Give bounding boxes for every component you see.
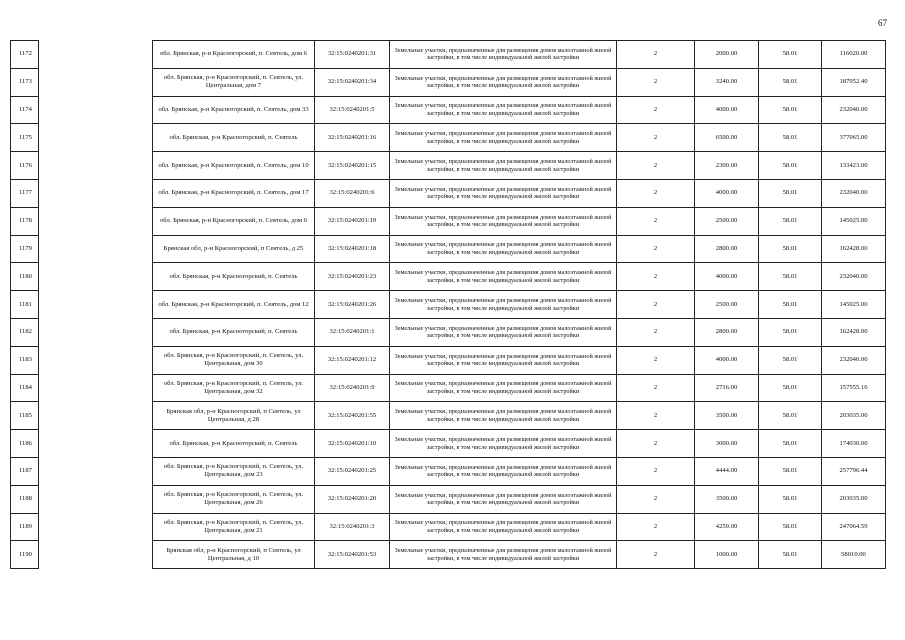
category-cell: 2 (617, 96, 695, 124)
land-use-cell: Земельные участки, предназначенные для размещения домов малоэтажной жилой застройки, в том числе индивидуальной жилой застройки (390, 41, 617, 69)
area-cell: 4000.00 (695, 263, 759, 291)
spacer-cell (39, 152, 153, 180)
spacer-cell (39, 68, 153, 96)
area-cell: 3000.00 (695, 430, 759, 458)
cadastral-value-cell: 162428.00 (822, 318, 886, 346)
spacer-cell (39, 41, 153, 69)
category-cell: 2 (617, 263, 695, 291)
rate-cell: 58.01 (759, 402, 822, 430)
rate-cell: 58.01 (759, 513, 822, 541)
category-cell: 2 (617, 41, 695, 69)
table-row (11, 541, 886, 569)
table-row (11, 179, 886, 207)
rate-cell: 58.01 (759, 374, 822, 402)
spacer-cell (39, 318, 153, 346)
cadastral-value-cell: 232040.00 (822, 179, 886, 207)
table-row (11, 485, 886, 513)
table-row (11, 374, 886, 402)
land-use-cell: Земельные участки, предназначенные для размещения домов малоэтажной жилой застройки, в том числе индивидуальной жилой застройки (390, 374, 617, 402)
area-cell: 4000.00 (695, 179, 759, 207)
address-cell: обл. Брянская, р-н Красногорский, п. Сеятель, дом 6 (153, 41, 315, 69)
land-use-cell: Земельные участки, предназначенные для размещения домов малоэтажной жилой застройки, в том числе индивидуальной жилой застройки (390, 96, 617, 124)
page-number: 67 (878, 18, 887, 28)
area-cell: 3240.00 (695, 68, 759, 96)
area-cell: 2500.00 (695, 291, 759, 319)
address-cell: обл. Брянская, р-н Красногорский, п. Сеятель, дом 12 (153, 291, 315, 319)
category-cell: 2 (617, 430, 695, 458)
table-row (11, 68, 886, 96)
spacer-cell (39, 513, 153, 541)
row-number: 1176 (11, 152, 39, 180)
address-cell: обл. Брянская, р-н Красногорский, п. Сеятель, дом 10 (153, 152, 315, 180)
area-cell: 2300.00 (695, 152, 759, 180)
category-cell: 2 (617, 318, 695, 346)
row-number: 1189 (11, 513, 39, 541)
address-cell: обл. Брянская, р-н Красногорский, п. Сеятель (153, 124, 315, 152)
row-number: 1180 (11, 263, 39, 291)
area-cell: 3500.00 (695, 485, 759, 513)
cadastral-value-cell: 145025.00 (822, 207, 886, 235)
category-cell: 2 (617, 179, 695, 207)
cadastral-number-cell: 32:15:0240201:25 (315, 457, 390, 485)
row-number: 1181 (11, 291, 39, 319)
cadastral-value-cell: 247064.59 (822, 513, 886, 541)
area-cell: 4444.00 (695, 457, 759, 485)
spacer-cell (39, 430, 153, 458)
category-cell: 2 (617, 402, 695, 430)
row-number: 1182 (11, 318, 39, 346)
category-cell: 2 (617, 457, 695, 485)
land-use-cell: Земельные участки, предназначенные для размещения домов малоэтажной жилой застройки, в том числе индивидуальной жилой застройки (390, 291, 617, 319)
table-row (11, 457, 886, 485)
rate-cell: 58.01 (759, 41, 822, 69)
table-row (11, 124, 886, 152)
land-registry-table (10, 40, 886, 569)
cadastral-value-cell: 187952.40 (822, 68, 886, 96)
spacer-cell (39, 374, 153, 402)
table-row (11, 291, 886, 319)
category-cell: 2 (617, 485, 695, 513)
land-use-cell: Земельные участки, предназначенные для размещения домов малоэтажной жилой застройки, в том числе индивидуальной жилой застройки (390, 402, 617, 430)
rate-cell: 58.01 (759, 318, 822, 346)
cadastral-value-cell: 232040.00 (822, 346, 886, 374)
spacer-cell (39, 291, 153, 319)
cadastral-number-cell: 32:15:0240201:9 (315, 374, 390, 402)
table-row (11, 346, 886, 374)
land-use-cell: Земельные участки, предназначенные для размещения домов малоэтажной жилой застройки, в том числе индивидуальной жилой застройки (390, 207, 617, 235)
area-cell: 2716.00 (695, 374, 759, 402)
cadastral-value-cell: 232040.00 (822, 96, 886, 124)
row-number: 1190 (11, 541, 39, 569)
category-cell: 2 (617, 541, 695, 569)
table-body (11, 41, 886, 569)
cadastral-value-cell: 116020.00 (822, 41, 886, 69)
cadastral-number-cell: 32:15:0240201:16 (315, 124, 390, 152)
table-row (11, 41, 886, 69)
row-number: 1172 (11, 41, 39, 69)
spacer-cell (39, 346, 153, 374)
cadastral-number-cell: 32:15:0240201:18 (315, 235, 390, 263)
land-use-cell: Земельные участки, предназначенные для размещения домов малоэтажной жилой застройки, в том числе индивидуальной жилой застройки (390, 235, 617, 263)
cadastral-number-cell: 32:15:0240201:5 (315, 96, 390, 124)
cadastral-value-cell: 377065.00 (822, 124, 886, 152)
row-number: 1174 (11, 96, 39, 124)
cadastral-number-cell: 32:15:0240201:34 (315, 68, 390, 96)
address-cell: обл. Брянская, р-н Красногорский, п. Сеятель, ул. Центральная, дом 23 (153, 457, 315, 485)
rate-cell: 58.01 (759, 68, 822, 96)
table-row (11, 318, 886, 346)
spacer-cell (39, 263, 153, 291)
cadastral-value-cell: 133423.00 (822, 152, 886, 180)
cadastral-value-cell: 145025.00 (822, 291, 886, 319)
cadastral-value-cell: 157555.16 (822, 374, 886, 402)
cadastral-value-cell: 58010.00 (822, 541, 886, 569)
category-cell: 2 (617, 68, 695, 96)
address-cell: обл. Брянская, р-н Красногорский, п. Сеятель, дом 17 (153, 179, 315, 207)
cadastral-number-cell: 32:15:0240201:1 (315, 318, 390, 346)
row-number: 1186 (11, 430, 39, 458)
address-cell: обл. Брянская, р-н Красногорский, п. Сеятель, ул. Центральная, дом 26 (153, 485, 315, 513)
table-row (11, 430, 886, 458)
area-cell: 2800.00 (695, 318, 759, 346)
spacer-cell (39, 402, 153, 430)
land-use-cell: Земельные участки, предназначенные для размещения домов малоэтажной жилой застройки, в том числе индивидуальной жилой застройки (390, 68, 617, 96)
area-cell: 4000.00 (695, 346, 759, 374)
rate-cell: 58.01 (759, 263, 822, 291)
category-cell: 2 (617, 152, 695, 180)
rate-cell: 58.01 (759, 96, 822, 124)
table-row (11, 513, 886, 541)
cadastral-number-cell: 32:15:0240201:31 (315, 41, 390, 69)
address-cell: обл. Брянская, р-н Красногорский, п. Сеятель (153, 318, 315, 346)
land-use-cell: Земельные участки, предназначенные для размещения домов малоэтажной жилой застройки, в том числе индивидуальной жилой застройки (390, 513, 617, 541)
table-row (11, 402, 886, 430)
area-cell: 3500.00 (695, 402, 759, 430)
cadastral-number-cell: 32:15:0240201:55 (315, 402, 390, 430)
spacer-cell (39, 235, 153, 263)
address-cell: Брянская обл, р-н Красногорский, п Сеятель, ул Центральная, д 28 (153, 402, 315, 430)
address-cell: обл. Брянская, р-н Красногорский, п. Сеятель, дом 6 (153, 207, 315, 235)
rate-cell: 58.01 (759, 457, 822, 485)
row-number: 1179 (11, 235, 39, 263)
category-cell: 2 (617, 124, 695, 152)
rate-cell: 58.01 (759, 430, 822, 458)
address-cell: обл. Брянская, р-н Красногорский, п. Сеятель, дом 33 (153, 96, 315, 124)
cadastral-number-cell: 32:15:0240201:10 (315, 430, 390, 458)
table-row (11, 235, 886, 263)
area-cell: 1000.00 (695, 541, 759, 569)
address-cell: обл. Брянская, р-н Красногорский, п. Сеятель, ул. Центральная, дом 32 (153, 374, 315, 402)
land-use-cell: Земельные участки, предназначенные для размещения домов малоэтажной жилой застройки, в том числе индивидуальной жилой застройки (390, 430, 617, 458)
rate-cell: 58.01 (759, 346, 822, 374)
cadastral-number-cell: 32:15:0240201:19 (315, 207, 390, 235)
area-cell: 6500.00 (695, 124, 759, 152)
category-cell: 2 (617, 291, 695, 319)
rate-cell: 58.01 (759, 485, 822, 513)
table-row (11, 263, 886, 291)
area-cell: 4000.00 (695, 96, 759, 124)
land-use-cell: Земельные участки, предназначенные для размещения домов малоэтажной жилой застройки, в том числе индивидуальной жилой застройки (390, 124, 617, 152)
cadastral-number-cell: 32:15:0240201:6 (315, 179, 390, 207)
spacer-cell (39, 485, 153, 513)
row-number: 1178 (11, 207, 39, 235)
cadastral-value-cell: 174030.00 (822, 430, 886, 458)
address-cell: обл. Брянская, р-н Красногорский, п. Сеятель, ул. Центральная, дом 30 (153, 346, 315, 374)
row-number: 1177 (11, 179, 39, 207)
category-cell: 2 (617, 235, 695, 263)
category-cell: 2 (617, 346, 695, 374)
row-number: 1173 (11, 68, 39, 96)
address-cell: обл. Брянская, р-н Красногорский, п. Сеятель, ул. Центральная, дом 7 (153, 68, 315, 96)
row-number: 1183 (11, 346, 39, 374)
row-number: 1175 (11, 124, 39, 152)
address-cell: обл. Брянская, р-н Красногорский, п. Сеятель, ул. Центральная, дом 21 (153, 513, 315, 541)
cadastral-value-cell: 257796.44 (822, 457, 886, 485)
spacer-cell (39, 96, 153, 124)
land-use-cell: Земельные участки, предназначенные для размещения домов малоэтажной жилой застройки, в том числе индивидуальной жилой застройки (390, 318, 617, 346)
category-cell: 2 (617, 374, 695, 402)
cadastral-number-cell: 32:15:0240201:12 (315, 346, 390, 374)
category-cell: 2 (617, 207, 695, 235)
spacer-cell (39, 179, 153, 207)
rate-cell: 58.01 (759, 124, 822, 152)
row-number: 1188 (11, 485, 39, 513)
row-number: 1185 (11, 402, 39, 430)
cadastral-value-cell: 203035.00 (822, 402, 886, 430)
category-cell: 2 (617, 513, 695, 541)
cadastral-number-cell: 32:15:0240201:26 (315, 291, 390, 319)
row-number: 1184 (11, 374, 39, 402)
land-use-cell: Земельные участки, предназначенные для размещения домов малоэтажной жилой застройки, в том числе индивидуальной жилой застройки (390, 541, 617, 569)
rate-cell: 58.01 (759, 235, 822, 263)
address-cell: Брянская обл, р-н Красногорский, п Сеятель, ул Центральная, д 10 (153, 541, 315, 569)
area-cell: 2000.00 (695, 41, 759, 69)
row-number: 1187 (11, 457, 39, 485)
land-use-cell: Земельные участки, предназначенные для размещения домов малоэтажной жилой застройки, в том числе индивидуальной жилой застройки (390, 485, 617, 513)
land-use-cell: Земельные участки, предназначенные для размещения домов малоэтажной жилой застройки, в том числе индивидуальной жилой застройки (390, 152, 617, 180)
rate-cell: 58.01 (759, 152, 822, 180)
cadastral-number-cell: 32:15:0240201:53 (315, 541, 390, 569)
address-cell: обл. Брянская, р-н Красногорский, п. Сеятель (153, 263, 315, 291)
rate-cell: 58.01 (759, 179, 822, 207)
area-cell: 2800.00 (695, 235, 759, 263)
spacer-cell (39, 457, 153, 485)
rate-cell: 58.01 (759, 207, 822, 235)
land-use-cell: Земельные участки, предназначенные для размещения домов малоэтажной жилой застройки, в том числе индивидуальной жилой застройки (390, 346, 617, 374)
spacer-cell (39, 124, 153, 152)
address-cell: обл. Брянская, р-н Красногорский, п. Сеятель (153, 430, 315, 458)
rate-cell: 58.01 (759, 291, 822, 319)
rate-cell: 58.01 (759, 541, 822, 569)
land-use-cell: Земельные участки, предназначенные для размещения домов малоэтажной жилой застройки, в том числе индивидуальной жилой застройки (390, 263, 617, 291)
cadastral-number-cell: 32:15:0240201:3 (315, 513, 390, 541)
spacer-cell (39, 541, 153, 569)
table-row (11, 152, 886, 180)
cadastral-value-cell: 232040.00 (822, 263, 886, 291)
cadastral-number-cell: 32:15:0240201:15 (315, 152, 390, 180)
address-cell: Брянская обл, р-н Красногорский, п Сеятель, д 25 (153, 235, 315, 263)
cadastral-value-cell: 162428.00 (822, 235, 886, 263)
land-use-cell: Земельные участки, предназначенные для размещения домов малоэтажной жилой застройки, в том числе индивидуальной жилой застройки (390, 179, 617, 207)
cadastral-number-cell: 32:15:0240201:23 (315, 263, 390, 291)
land-use-cell: Земельные участки, предназначенные для размещения домов малоэтажной жилой застройки, в том числе индивидуальной жилой застройки (390, 457, 617, 485)
table-row (11, 96, 886, 124)
spacer-cell (39, 207, 153, 235)
area-cell: 4259.00 (695, 513, 759, 541)
cadastral-value-cell: 203035.00 (822, 485, 886, 513)
cadastral-number-cell: 32:15:0240201:20 (315, 485, 390, 513)
area-cell: 2500.00 (695, 207, 759, 235)
table-row (11, 207, 886, 235)
